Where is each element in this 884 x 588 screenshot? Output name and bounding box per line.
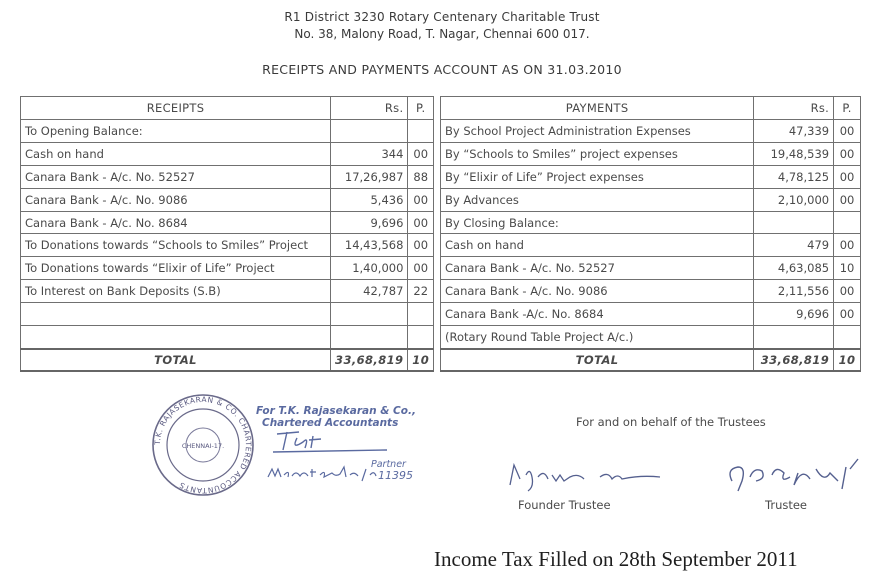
receipts-particulars-cell: To Interest on Bank Deposits (S.B)	[21, 280, 331, 303]
payments-rs-cell: 4,78,125	[754, 165, 834, 188]
payments-rs-cell: 2,11,556	[754, 280, 834, 303]
payments-total-label: TOTAL	[441, 349, 754, 371]
receipts-table	[20, 96, 434, 372]
partner-label: Partner	[371, 459, 406, 470]
receipts-p-cell: 88	[408, 165, 434, 188]
payments-particulars-cell: By School Project Administration Expenses	[441, 120, 754, 143]
payments-header-row	[441, 97, 861, 120]
receipts-row	[21, 188, 434, 211]
payments-row	[441, 211, 861, 234]
receipts-p-cell: 00	[408, 257, 434, 280]
receipts-rs-cell	[331, 120, 408, 143]
receipts-total-label: TOTAL	[21, 349, 331, 371]
auditor-block	[256, 405, 416, 429]
payments-rs-cell: 4,63,085	[754, 257, 834, 280]
trustee-signature	[720, 455, 870, 495]
receipts-total-p: 10	[408, 349, 434, 371]
receipts-particulars-cell: To Opening Balance:	[21, 120, 331, 143]
payments-row	[441, 257, 861, 280]
payments-particulars-cell: By Advances	[441, 188, 754, 211]
receipts-row	[21, 211, 434, 234]
payments-particulars-cell: Cash on hand	[441, 234, 754, 257]
payments-total-p: 10	[834, 349, 861, 371]
trust-address: No. 38, Malony Road, T. Nagar, Chennai 600 017.	[294, 27, 590, 41]
receipts-rs-cell: 344	[331, 142, 408, 165]
payments-row	[441, 120, 861, 143]
receipts-row	[21, 257, 434, 280]
payments-rs-header: Rs.	[754, 97, 834, 120]
payments-p-cell	[834, 326, 861, 349]
receipts-rs-header: Rs.	[331, 97, 408, 120]
payments-p-cell: 00	[834, 188, 861, 211]
receipts-row	[21, 142, 434, 165]
payments-rs-cell: 479	[754, 234, 834, 257]
trustees-behalf-text: For and on behalf of the Trustees	[576, 415, 766, 429]
payments-rs-cell: 9,696	[754, 303, 834, 326]
receipts-row	[21, 280, 434, 303]
receipts-header-row	[21, 97, 434, 120]
seal-ring-text: T.K. RAJASEKARAN & CO. CHARTERED ACCOUNTANTS	[152, 394, 254, 496]
receipts-particulars-cell: To Donations towards “Schools to Smiles” Project	[21, 234, 331, 257]
receipts-particulars-cell: To Donations towards “Elixir of Life” Project	[21, 257, 331, 280]
receipts-row	[21, 326, 434, 349]
receipts-heading: RECEIPTS	[21, 97, 331, 120]
payments-particulars-cell: Canara Bank -A/c. No. 8684	[441, 303, 754, 326]
payments-p-cell: 00	[834, 142, 861, 165]
payments-p-cell: 00	[834, 303, 861, 326]
receipts-p-cell: 00	[408, 188, 434, 211]
receipts-rs-cell: 14,43,568	[331, 234, 408, 257]
receipts-rs-cell: 42,787	[331, 280, 408, 303]
payments-table	[440, 96, 861, 372]
payments-total-row	[441, 349, 861, 371]
receipts-p-cell: 00	[408, 142, 434, 165]
receipts-total-rs: 33,68,819	[331, 349, 408, 371]
payments-p-cell: 00	[834, 234, 861, 257]
auditor-designation: Chartered Accountants	[262, 417, 399, 429]
payments-p-cell: 00	[834, 280, 861, 303]
payments-particulars-cell: By “Elixir of Life” Project expenses	[441, 165, 754, 188]
receipts-row	[21, 303, 434, 326]
payments-row	[441, 188, 861, 211]
receipts-rs-cell: 17,26,987	[331, 165, 408, 188]
payments-particulars-cell: (Rotary Round Table Project A/c.)	[441, 326, 754, 349]
payments-p-cell: 00	[834, 120, 861, 143]
statement-title: RECEIPTS AND PAYMENTS ACCOUNT AS ON 31.03.2010	[262, 62, 622, 77]
receipts-particulars-cell: Canara Bank - A/c. No. 8684	[21, 211, 331, 234]
receipts-total-row	[21, 349, 434, 371]
receipts-p-cell	[408, 120, 434, 143]
receipts-rs-cell	[331, 303, 408, 326]
receipts-p-cell: 22	[408, 280, 434, 303]
receipts-p-cell: 00	[408, 234, 434, 257]
payments-row	[441, 280, 861, 303]
payments-row	[441, 142, 861, 165]
payments-row	[441, 326, 861, 349]
auditor-firm: For T.K. Rajasekaran & Co.,	[256, 405, 416, 417]
payments-total-rs: 33,68,819	[754, 349, 834, 371]
receipts-row	[21, 120, 434, 143]
payments-rs-cell	[754, 326, 834, 349]
payments-row	[441, 303, 861, 326]
payments-row	[441, 234, 861, 257]
payments-heading: PAYMENTS	[441, 97, 754, 120]
payments-particulars-cell: Canara Bank - A/c. No. 9086	[441, 280, 754, 303]
trust-name: R1 District 3230 Rotary Centenary Charitable Trust	[284, 10, 600, 24]
payments-p-cell: 00	[834, 165, 861, 188]
trustee-label: Trustee	[765, 498, 808, 512]
founder-trustee-signature	[500, 455, 670, 495]
receipts-row	[21, 234, 434, 257]
payments-rs-cell	[754, 211, 834, 234]
payments-particulars-cell: Canara Bank - A/c. No. 52527	[441, 257, 754, 280]
receipts-particulars-cell	[21, 326, 331, 349]
founder-trustee-label: Founder Trustee	[518, 498, 611, 512]
income-tax-note: Income Tax Filled on 28th September 2011	[434, 547, 798, 571]
payments-rs-cell: 2,10,000	[754, 188, 834, 211]
svg-text:11395: 11395	[378, 469, 413, 482]
receipts-rs-cell: 5,436	[331, 188, 408, 211]
receipts-rs-cell: 1,40,000	[331, 257, 408, 280]
receipts-rs-cell	[331, 326, 408, 349]
receipts-particulars-cell	[21, 303, 331, 326]
payments-rs-cell: 19,48,539	[754, 142, 834, 165]
payments-p-header: P.	[834, 97, 861, 120]
receipts-particulars-cell: Cash on hand	[21, 142, 331, 165]
receipts-p-cell: 00	[408, 211, 434, 234]
receipts-particulars-cell: Canara Bank - A/c. No. 9086	[21, 188, 331, 211]
payments-row	[441, 165, 861, 188]
receipts-row	[21, 165, 434, 188]
receipts-p-header: P.	[408, 97, 434, 120]
payments-rs-cell: 47,339	[754, 120, 834, 143]
auditor-seal-stamp	[150, 392, 256, 498]
payments-particulars-cell: By Closing Balance:	[441, 211, 754, 234]
payments-p-cell: 10	[834, 257, 861, 280]
receipts-rs-cell: 9,696	[331, 211, 408, 234]
receipts-p-cell	[408, 326, 434, 349]
receipts-p-cell	[408, 303, 434, 326]
payments-p-cell	[834, 211, 861, 234]
auditor-signature	[269, 428, 389, 456]
receipts-particulars-cell: Canara Bank - A/c. No. 52527	[21, 165, 331, 188]
seal-center-text: CHENNAI-17.	[181, 442, 225, 450]
payments-particulars-cell: By “Schools to Smiles” project expenses	[441, 142, 754, 165]
